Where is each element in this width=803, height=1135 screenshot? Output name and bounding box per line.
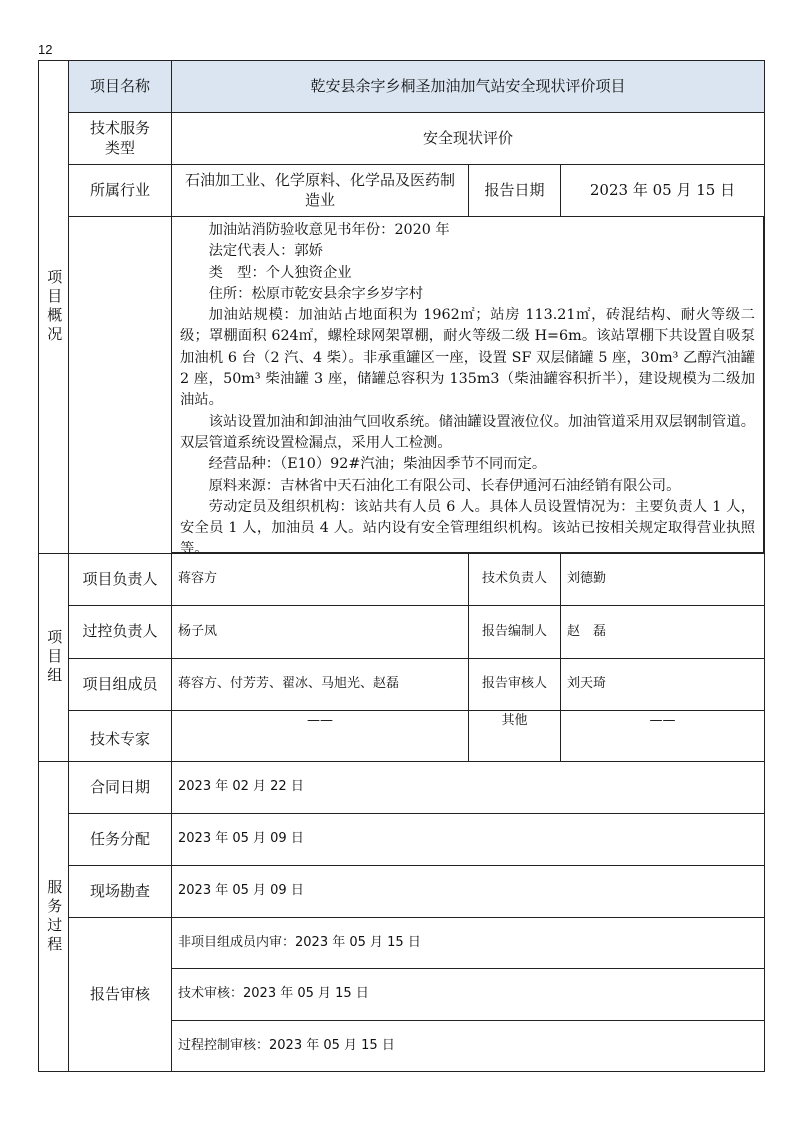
tech-lead-value: 刘德勤 bbox=[560, 553, 765, 606]
other-label: 其他 bbox=[468, 710, 561, 762]
report-author-label: 报告编制人 bbox=[468, 605, 561, 659]
team-section-header bbox=[38, 553, 69, 762]
overview-paragraph: 类 型：个人独资企业 bbox=[208, 264, 352, 281]
tech-expert-value: —— bbox=[171, 710, 469, 762]
members-value: 蒋容方、付芳芳、翟冰、马旭光、赵磊 bbox=[171, 658, 469, 711]
industry-value: 石油加工业、化学原料、化学品及医药制造业 bbox=[171, 164, 469, 217]
overview-paragraph: 经营品种：（E10）92#汽油；柴油因季节不同而定。 bbox=[208, 456, 547, 473]
tech-expert-label: 技术专家 bbox=[68, 710, 172, 762]
overview-paragraph: 劳动定员及组织机构：该站共有人员 6 人。具体人员设置情况为：主要负责人 1 人，安全员 1 人，加油员 4 人。站内设有安全管理组织机构。该站已按相关规定取得营业执照等。 bbox=[180, 498, 755, 558]
page-number: 12 bbox=[38, 42, 53, 57]
overview-section-header bbox=[38, 60, 69, 554]
reviewer-value: 刘天琦 bbox=[560, 658, 765, 711]
review-technical: 技术审核：2023 年 05 月 15 日 bbox=[171, 968, 765, 1021]
overview-paragraph: 该站设置加油和卸油油气回收系统。储油罐设置液位仪。加油管道采用双层钢制管道。双层管道系统设置检漏点，采用人工检测。 bbox=[180, 413, 755, 451]
report-review-label: 报告审核 bbox=[68, 917, 172, 1072]
review-internal: 非项目组成员内审：2023 年 05 月 15 日 bbox=[171, 917, 765, 969]
site-survey-label: 现场勘查 bbox=[68, 865, 172, 918]
overview-paragraph: 原料来源：吉林省中天石油化工有限公司、长春伊通河石油经销有限公司。 bbox=[208, 477, 681, 494]
team-section-label: 项目组 bbox=[45, 629, 64, 686]
overview-section-label: 项目概况 bbox=[45, 269, 64, 345]
project-leader-value: 蒋容方 bbox=[171, 553, 469, 606]
process-section-label: 服务过程 bbox=[45, 878, 64, 955]
overview-description bbox=[171, 216, 764, 558]
tech-lead-label: 技术负责人 bbox=[468, 553, 561, 606]
site-survey-value: 2023 年 05 月 09 日 bbox=[171, 865, 765, 918]
task-assign-value: 2023 年 05 月 09 日 bbox=[171, 813, 765, 866]
overview-paragraph: 住所：松原市乾安县余字乡岁字村 bbox=[208, 285, 424, 302]
project-name-value: 乾安县余字乡桐圣加油加气站安全现状评价项目 bbox=[171, 60, 765, 113]
industry-label: 所属行业 bbox=[68, 164, 172, 217]
report-date-label: 报告日期 bbox=[468, 164, 561, 217]
process-lead-value: 杨子凤 bbox=[171, 605, 469, 659]
service-type-label: 技术服务类型 bbox=[68, 112, 172, 165]
overview-blank-cell bbox=[68, 216, 172, 554]
project-leader-label: 项目负责人 bbox=[68, 553, 172, 606]
report-date-value: 2023 年 05 月 15 日 bbox=[560, 164, 765, 217]
task-assign-label: 任务分配 bbox=[68, 813, 172, 866]
overview-paragraph: 加油站规模：加油站占地面积为 1962㎡；站房 113.21㎡，砖混结构、耐火等级二级；罩棚面积 624㎡，螺栓球网架罩棚，耐火等级二级 H=6m。该站罩棚下共设置自吸泵加油机 6 台（2 汽、4 柴）。非承重罐区一座，设置 SF 双层储罐 5 座，30m³ 乙醇汽油罐 2 座，50m³ 柴油罐 3 座，储罐总容积为 135m3（柴油罐容积折半），建设规模为二级加油站。 bbox=[180, 307, 755, 409]
review-process-control: 过程控制审核：2023 年 05 月 15 日 bbox=[171, 1020, 765, 1072]
project-name-label: 项目名称 bbox=[68, 60, 172, 113]
members-label: 项目组成员 bbox=[68, 658, 172, 711]
process-section-header bbox=[38, 761, 69, 1072]
report-author-value: 赵 磊 bbox=[560, 605, 765, 659]
overview-paragraph: 法定代表人：郭娇 bbox=[208, 243, 323, 260]
service-type-value: 安全现状评价 bbox=[171, 112, 765, 165]
contract-date-value: 2023 年 02 月 22 日 bbox=[171, 761, 765, 814]
contract-date-label: 合同日期 bbox=[68, 761, 172, 814]
reviewer-label: 报告审核人 bbox=[468, 658, 561, 711]
other-value: —— bbox=[560, 710, 765, 762]
process-lead-label: 过控负责人 bbox=[68, 605, 172, 659]
overview-paragraph: 加油站消防验收意见书年份：2020 年 bbox=[208, 222, 450, 238]
